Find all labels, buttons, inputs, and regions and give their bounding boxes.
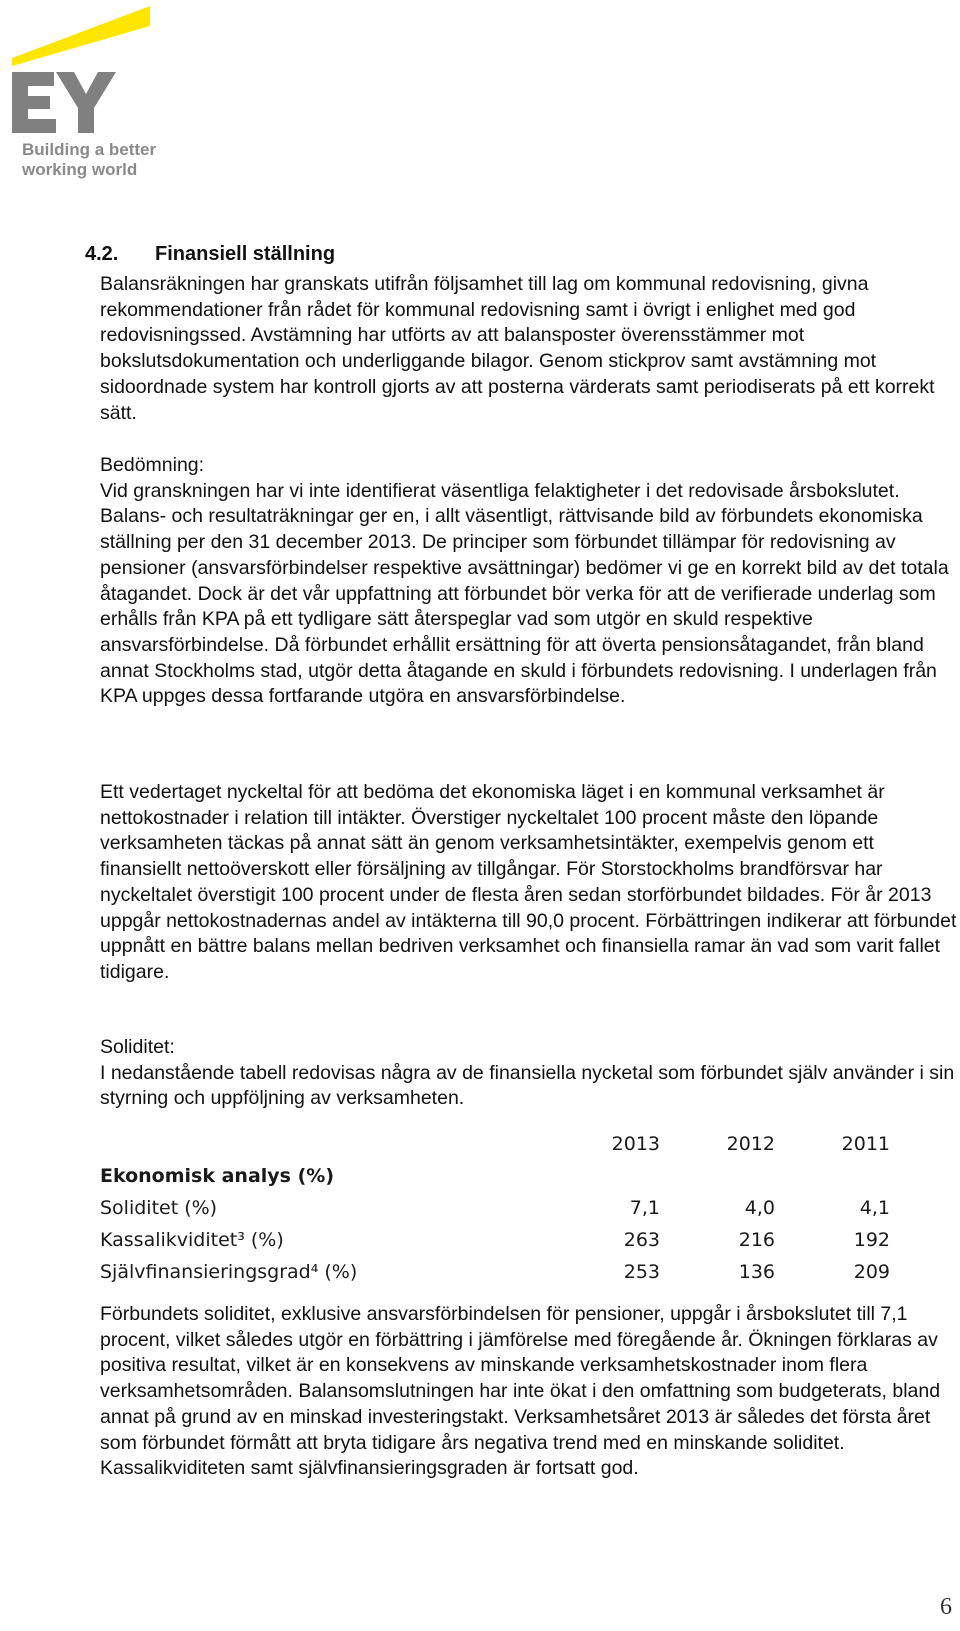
paragraph-key-ratio — [100, 780, 960, 986]
value-cell: 263 — [623, 1229, 660, 1251]
value-cell: 7,1 — [629, 1197, 660, 1219]
value-cell: 4,0 — [744, 1197, 775, 1219]
table-row — [100, 1197, 920, 1227]
paragraph-text: Vid granskningen har vi inte identifierat väsentliga felaktigheter i det redovisade årsbokslutet. Balans- och resultaträkningar ger en, i allt väsentligt, rättvisande bild av förbundets ekonomiska ställning per den 31 december 2013. De principer som förbundet tillämpar för redovisning av pensioner (ansvarsförbindelser respektive avsättningar) bedömer vi ge en korrekt bild av det totala åtagandet. Dock är det vår uppfattning att förbundet bör verka för att de verifierade underlag som erhålls från KPA på ett tydligare sätt återspeglar vad som utgör en skuld respektive ansvarsförbindelse. Då förbundet erhållit ersättning för att överta pensionsåtagandet, från bland annat Stockholms stad, utgör detta åtagande en skuld i förbundets redovisning. I underlagen från KPA uppges dessa fortfarande utgöra en ansvarsförbindelse. — [100, 479, 949, 708]
paragraph-text: Ett vedertaget nyckeltal för att bedöma det ekonomiska läget i en kommunal verksamhet är nettokostnader i relation till intäkter. Överstiger nyckeltalet 100 procent måste den löpande verksamheten täckas på annat sätt än genom verksamhetsintäkter, exempelvis genom ett finansiellt nettoöverskott eller försäljning av tillgångar. För Storstockholms brandförsvar har nyckeltalet överstigit 100 procent under de flesta åren sedan storförbundet bildades. För år 2013 uppgår nettokostnadernas andel av intäkterna till 90,0 procent. Förbättringen indikerar att förbundet uppnått en bättre balans mellan bedriven verksamhet och finansiella ramar än vad som varit fallet tidigare. — [100, 781, 957, 983]
table-row — [100, 1261, 920, 1291]
solidity-label: Soliditet: — [100, 1036, 175, 1058]
paragraph-solidity-comment — [100, 1302, 960, 1482]
ey-logo-letter-e — [12, 72, 56, 133]
table-row — [100, 1229, 920, 1259]
paragraph-text: Balansräkningen har granskats utifrån följsamhet till lag om kommunal redovisning, givna rekommendationer från rådet för kommunal redovisning samt i övrigt i enlighet med god redovisningssed. Avstämning har utförts av att balansposter överensstämmer mot bokslutsdokumentation och underliggande bilagor. Genom stickprov samt avstämning mot sidoordnade system har kontroll gjorts av att posterna värderats samt periodiserats på ett korrekt sätt. — [100, 273, 935, 424]
paragraph-text: Förbundets soliditet, exklusive ansvarsförbindelsen för pensioner, uppgår i årsbokslutet till 7,1 procent, vilket således utgör en förbättring i jämförelse med föregående år. Ökningen förklaras av positiva resultat, vilket är en konsekvens av minskande verksamhetskostnader inom flera verksamhetsområden. Balansomslutningen har inte ökat i den omfattning som budgeterats, bland annat på grund av en minskad investeringstakt. Verksamhetsåret 2013 är således det första året som förbundet förmått att bryta tidigare års negativa trend med en minskande soliditet. Kassalikviditeten samt självfinansieringsgraden är fortsatt god. — [100, 1303, 941, 1480]
paragraph-text: I nedanstående tabell redovisas några av de finansiella nycketal som förbundet själv använder i sin styrning och uppföljning av verksamheten. — [100, 1061, 955, 1110]
ey-logo — [10, 6, 160, 179]
value-cell: 216 — [738, 1229, 775, 1251]
paragraph-balance-review — [100, 272, 960, 426]
table-year-header — [100, 1133, 920, 1163]
value-cell: 209 — [853, 1261, 890, 1283]
paragraph-solidity — [100, 1035, 960, 1112]
value-cell: 136 — [738, 1261, 775, 1283]
page-number: 6 — [940, 1594, 952, 1620]
value-cell: 4,1 — [859, 1197, 890, 1219]
ey-logo-letter-y — [56, 72, 116, 133]
assessment-label: Bedömning: — [100, 454, 205, 476]
table-title: Ekonomisk analys (%) — [100, 1165, 335, 1187]
value-cell: 253 — [623, 1261, 660, 1283]
section-title: Finansiell ställning — [155, 243, 336, 265]
year-header-cell: 2013 — [611, 1133, 660, 1155]
section-number: 4.2. — [85, 243, 119, 265]
value-cell: 192 — [853, 1229, 890, 1251]
row-label: Soliditet (%) — [100, 1197, 218, 1219]
ey-logo-mark — [10, 6, 160, 136]
row-label: Självfinansieringsgrad⁴ (%) — [100, 1261, 358, 1283]
row-label: Kassalikviditet³ (%) — [100, 1229, 284, 1251]
ey-logo-beam — [12, 6, 150, 66]
year-header-cell: 2011 — [841, 1133, 890, 1155]
section-heading — [85, 240, 335, 268]
table-title-row — [100, 1165, 920, 1195]
paragraph-assessment — [100, 453, 960, 710]
year-header-cell: 2012 — [726, 1133, 775, 1155]
ey-logo-tagline: Building a better working world — [22, 140, 157, 179]
